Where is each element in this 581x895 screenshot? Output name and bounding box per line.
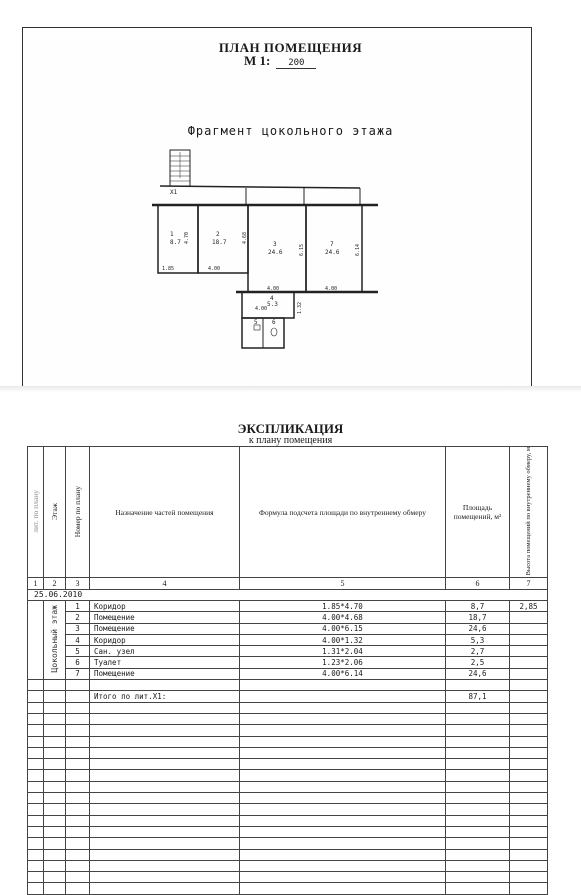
empty-cell [44, 826, 66, 837]
empty-cell [28, 702, 44, 713]
floor-name: Цокольный этаж [50, 605, 59, 673]
dim-room7-width: 4.00 [325, 286, 338, 292]
empty-cell [90, 826, 240, 837]
dim-room2-height: 4.68 [242, 231, 248, 244]
empty-cell [240, 759, 446, 770]
empty-cell [28, 860, 44, 871]
empty-cell [28, 725, 44, 736]
empty-cell [90, 883, 240, 894]
outer-wall-top [160, 186, 360, 188]
empty-cell [44, 872, 66, 883]
room-formula: 4.00*6.14 [240, 668, 446, 679]
room-7-number: 7 [330, 241, 334, 248]
table-row [28, 668, 548, 679]
room-1-area: 8.7 [170, 239, 181, 246]
total-label: Итого по лит.Х1: [90, 691, 240, 702]
empty-row [28, 826, 548, 837]
blank-row [28, 680, 548, 691]
empty-cell [66, 725, 90, 736]
empty-cell [28, 883, 44, 894]
empty-cell [28, 736, 44, 747]
scale-prefix: М 1: [244, 53, 271, 68]
empty-cell [28, 781, 44, 792]
floor-cell [44, 601, 66, 680]
header-lit: лит. по плану [28, 447, 44, 578]
empty-cell [446, 781, 510, 792]
room-formula: 1.23*2.06 [240, 657, 446, 668]
empty-row [28, 793, 548, 804]
empty-cell [446, 725, 510, 736]
room-3-area: 24.6 [268, 249, 283, 256]
empty-cell [28, 849, 44, 860]
dim-room1-width: 1.85 [162, 266, 175, 272]
dim-room1-height: 4.70 [184, 231, 190, 244]
room-name: Помещение [90, 623, 240, 634]
empty-cell [510, 793, 548, 804]
floor-plan-drawing [150, 148, 380, 353]
room-height [510, 623, 548, 634]
table-row [28, 623, 548, 634]
table-row [28, 612, 548, 623]
empty-cell [510, 747, 548, 758]
explication-rows [28, 601, 548, 680]
dim-room3-width: 4.00 [267, 286, 280, 292]
room-formula: 1.85*4.70 [240, 601, 446, 612]
table-row [28, 646, 548, 657]
empty-cell [510, 815, 548, 826]
header-purpose: Назначение частей помещения [90, 447, 240, 578]
table-row [28, 657, 548, 668]
empty-row [28, 815, 548, 826]
col-num-7: 7 [510, 578, 548, 589]
room-formula: 4.00*6.15 [240, 623, 446, 634]
empty-cell [66, 860, 90, 871]
empty-cell [66, 736, 90, 747]
empty-cell [44, 759, 66, 770]
header-formula: Формула подсчета площади по внутреннему обмеру [240, 447, 446, 578]
col-num-2: 2 [44, 578, 66, 589]
room-5-number: 5 [254, 319, 258, 326]
room-height: 2,85 [510, 601, 548, 612]
room-name: Коридор [90, 601, 240, 612]
empty-row [28, 883, 548, 894]
empty-row [28, 804, 548, 815]
empty-cell [90, 815, 240, 826]
empty-cell [90, 872, 240, 883]
header-floor: Этаж [44, 447, 66, 578]
empty-cell [44, 781, 66, 792]
room-name: Туалет [90, 657, 240, 668]
empty-cell [28, 793, 44, 804]
empty-cell [44, 702, 66, 713]
table-row [28, 601, 548, 612]
dim-room7-height: 6.14 [355, 243, 361, 256]
explication-table [27, 446, 548, 895]
empty-row [28, 747, 548, 758]
fragment-title: Фрагмент цокольного этажа [187, 124, 394, 138]
empty-cell [90, 725, 240, 736]
room-formula: 1.31*2.04 [240, 646, 446, 657]
dim-room2-width: 4.00 [208, 266, 221, 272]
empty-cell [446, 872, 510, 883]
empty-row [28, 725, 548, 736]
empty-cell [28, 747, 44, 758]
room-area: 18,7 [446, 612, 510, 623]
empty-cell [510, 736, 548, 747]
empty-cell [510, 872, 548, 883]
empty-cell [446, 826, 510, 837]
room-area: 24,6 [446, 668, 510, 679]
room-6-number: 6 [272, 319, 276, 326]
room-name: Помещение [90, 668, 240, 679]
header-room-no: Номер по плану [66, 447, 90, 578]
empty-row [28, 713, 548, 724]
room-number: 3 [66, 623, 90, 634]
empty-cell [240, 793, 446, 804]
blank-rows [28, 702, 548, 894]
empty-row [28, 860, 548, 871]
empty-cell [240, 883, 446, 894]
room-formula: 4.00*4.68 [240, 612, 446, 623]
empty-cell [510, 804, 548, 815]
empty-cell [28, 759, 44, 770]
empty-cell [510, 860, 548, 871]
room-7-area: 24.6 [325, 249, 340, 256]
empty-cell [446, 849, 510, 860]
room-height [510, 646, 548, 657]
empty-cell [28, 872, 44, 883]
empty-cell [446, 804, 510, 815]
empty-cell [240, 725, 446, 736]
empty-cell [90, 736, 240, 747]
empty-cell [240, 770, 446, 781]
room-area: 2,7 [446, 646, 510, 657]
dim-room4-height: 1.32 [297, 301, 303, 314]
room-2-number: 2 [216, 231, 220, 238]
empty-cell [240, 781, 446, 792]
date-cell: 25.06.2010 [28, 589, 548, 600]
empty-row [28, 770, 548, 781]
empty-cell [66, 702, 90, 713]
empty-cell [66, 804, 90, 815]
dim-room4-width: 4.00 [255, 306, 268, 312]
empty-cell [240, 860, 446, 871]
col-num-5: 5 [240, 578, 446, 589]
room-number: 6 [66, 657, 90, 668]
empty-cell [510, 725, 548, 736]
room-name: Сан. узел [90, 646, 240, 657]
explication-subtitle: к плану помещения [248, 435, 333, 446]
empty-row [28, 736, 548, 747]
table-row [28, 634, 548, 645]
empty-cell [446, 770, 510, 781]
empty-cell [44, 793, 66, 804]
empty-cell [66, 883, 90, 894]
empty-cell [446, 747, 510, 758]
toilet-icon [271, 328, 277, 336]
room-number: 2 [66, 612, 90, 623]
total-area: 87,1 [446, 691, 510, 702]
empty-cell [44, 770, 66, 781]
scale-value: 200 [276, 58, 316, 69]
date-row [28, 589, 548, 600]
empty-cell [28, 826, 44, 837]
empty-cell [240, 804, 446, 815]
empty-cell [90, 849, 240, 860]
empty-cell [240, 736, 446, 747]
empty-cell [90, 860, 240, 871]
dim-room3-height: 6.15 [299, 243, 305, 256]
empty-cell [66, 759, 90, 770]
room-area: 5,3 [446, 634, 510, 645]
empty-cell [66, 781, 90, 792]
empty-cell [510, 838, 548, 849]
lit-cell [28, 601, 44, 680]
empty-cell [510, 702, 548, 713]
explication-title: ЭКСПЛИКАЦИЯ [237, 421, 344, 436]
empty-cell [510, 713, 548, 724]
room-height [510, 612, 548, 623]
room-number: 4 [66, 634, 90, 645]
room-4-area: 5.3 [267, 301, 278, 308]
table-header-row [28, 447, 548, 578]
empty-cell [66, 826, 90, 837]
empty-cell [66, 872, 90, 883]
room-name: Помещение [90, 612, 240, 623]
col-num-6: 6 [446, 578, 510, 589]
empty-cell [44, 713, 66, 724]
scale-label [244, 53, 316, 69]
empty-cell [28, 804, 44, 815]
col-num-3: 3 [66, 578, 90, 589]
empty-cell [90, 793, 240, 804]
empty-cell [510, 759, 548, 770]
room-number: 1 [66, 601, 90, 612]
room-2-area: 18.7 [212, 239, 227, 246]
empty-cell [510, 849, 548, 860]
empty-cell [446, 815, 510, 826]
page-fold [0, 386, 581, 392]
room-height [510, 668, 548, 679]
room-height [510, 657, 548, 668]
empty-cell [66, 793, 90, 804]
empty-cell [240, 747, 446, 758]
empty-cell [66, 713, 90, 724]
room-formula: 4.00*1.32 [240, 634, 446, 645]
empty-cell [44, 883, 66, 894]
room-number: 7 [66, 668, 90, 679]
empty-cell [90, 781, 240, 792]
empty-row [28, 781, 548, 792]
empty-cell [90, 713, 240, 724]
empty-row [28, 759, 548, 770]
empty-cell [90, 747, 240, 758]
col-num-1: 1 [28, 578, 44, 589]
header-area: Площадь помещений, м² [446, 447, 510, 578]
empty-cell [446, 793, 510, 804]
empty-cell [44, 860, 66, 871]
room-area: 24,6 [446, 623, 510, 634]
empty-cell [90, 838, 240, 849]
room-height [510, 634, 548, 645]
empty-cell [66, 770, 90, 781]
empty-cell [90, 702, 240, 713]
empty-cell [510, 883, 548, 894]
empty-cell [28, 815, 44, 826]
empty-cell [28, 713, 44, 724]
empty-cell [240, 849, 446, 860]
empty-cell [66, 747, 90, 758]
empty-cell [446, 702, 510, 713]
room-name: Коридор [90, 634, 240, 645]
empty-cell [446, 713, 510, 724]
empty-cell [240, 872, 446, 883]
empty-cell [90, 759, 240, 770]
empty-row [28, 872, 548, 883]
empty-cell [240, 702, 446, 713]
empty-cell [44, 838, 66, 849]
empty-cell [446, 759, 510, 770]
col-num-4: 4 [90, 578, 240, 589]
page-title: ПЛАН ПОМЕЩЕНИЯ [218, 40, 363, 55]
empty-row [28, 838, 548, 849]
room-number: 5 [66, 646, 90, 657]
empty-cell [44, 815, 66, 826]
empty-cell [44, 849, 66, 860]
empty-cell [44, 725, 66, 736]
lit-label: Х1 [170, 189, 178, 196]
empty-cell [240, 826, 446, 837]
empty-cell [446, 883, 510, 894]
empty-cell [90, 770, 240, 781]
empty-cell [510, 781, 548, 792]
empty-row [28, 702, 548, 713]
empty-cell [28, 838, 44, 849]
room-1-number: 1 [170, 231, 174, 238]
empty-cell [66, 838, 90, 849]
column-number-row [28, 578, 548, 589]
empty-cell [44, 747, 66, 758]
room-4-number: 4 [270, 295, 274, 302]
empty-cell [240, 713, 446, 724]
room-area: 2,5 [446, 657, 510, 668]
empty-cell [240, 815, 446, 826]
empty-row [28, 849, 548, 860]
empty-cell [28, 770, 44, 781]
empty-cell [446, 838, 510, 849]
empty-cell [446, 736, 510, 747]
empty-cell [90, 804, 240, 815]
total-row [28, 691, 548, 702]
empty-cell [66, 815, 90, 826]
empty-cell [44, 804, 66, 815]
header-height: Высота помещений по внутреннему обмеру, м [510, 447, 548, 578]
room-3-number: 3 [273, 241, 277, 248]
empty-cell [446, 860, 510, 871]
room-area: 8,7 [446, 601, 510, 612]
empty-cell [510, 826, 548, 837]
stair-steps [170, 152, 190, 181]
empty-cell [240, 838, 446, 849]
empty-cell [66, 849, 90, 860]
empty-cell [510, 770, 548, 781]
empty-cell [44, 736, 66, 747]
